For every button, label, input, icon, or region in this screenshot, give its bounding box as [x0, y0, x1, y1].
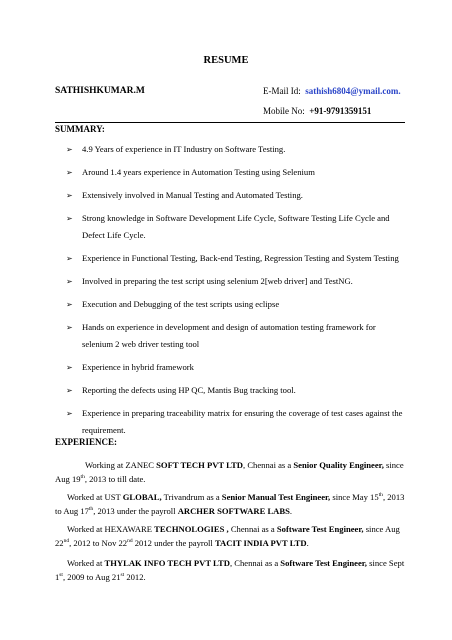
experience-heading: EXPERIENCE: [55, 437, 118, 447]
summary-list [55, 143, 405, 437]
summary-item [55, 321, 405, 351]
header-divider [55, 122, 405, 123]
experience-line: Worked at UST GLOBAL, Trivandrum as a Senior Manual Test Engineer, since May 15th, 2013 [67, 492, 405, 502]
summary-item [55, 298, 405, 311]
experience-entry [55, 556, 407, 584]
bullet-arrow-icon: ➢ [66, 409, 73, 418]
summary-item [55, 361, 405, 374]
experience-entry [55, 490, 407, 518]
experience-line: Working at ZANEC SOFT TECH PVT LTD, Chennai as a Senior Quality Engineer, since [85, 460, 404, 470]
bullet-arrow-icon: ➢ [66, 214, 73, 223]
bullet-arrow-icon: ➢ [66, 323, 73, 332]
experience-line: 1st, 2009 to Aug 21st 2012. [55, 572, 146, 582]
experience-line: Aug 19th, 2013 to till date. [55, 474, 146, 484]
experience-line: 22nd, 2012 to Nov 22nd 2012 under the payroll TACIT INDIA PVT LTD. [55, 538, 309, 548]
summary-item-text: Strong knowledge in Software Development Life Cycle, Software Testing Life Cycle and [82, 213, 390, 223]
summary-item-text: Experience in hybrid framework [82, 362, 194, 372]
summary-item-text: 4.9 Years of experience in IT Industry on Software Testing. [82, 144, 286, 154]
summary-heading: SUMMARY: [55, 124, 105, 134]
experience-line: to Aug 17th, 2013 under the payroll ARCHER SOFTWARE LABS. [55, 506, 293, 516]
experience-line: Worked at THYLAK INFO TECH PVT LTD, Chennai as a Software Test Engineer, since Sept [67, 558, 405, 568]
summary-item-text: Defect Life Cycle. [82, 230, 146, 240]
bullet-arrow-icon: ➢ [66, 168, 73, 177]
summary-item [55, 275, 405, 288]
email-line [263, 86, 401, 96]
summary-item-text: selenium 2 web driver testing tool [82, 339, 200, 349]
experience-line: Worked at HEXAWARE TECHNOLOGIES , Chennai as a Software Test Engineer, since Aug [67, 524, 400, 534]
summary-item [55, 189, 405, 202]
email-link[interactable]: sathish6804@ymail.com. [305, 86, 401, 96]
bullet-arrow-icon: ➢ [66, 277, 73, 286]
summary-item-text: Experience in preparing traceability matrix for ensuring the coverage of test cases against the [82, 408, 403, 418]
bullet-arrow-icon: ➢ [66, 363, 73, 372]
summary-item-text: Experience in Functional Testing, Back-end Testing, Regression Testing and System Testing [82, 253, 399, 263]
summary-item-text: Reporting the defects using HP QC, Mantis Bug tracking tool. [82, 385, 296, 395]
summary-item-text: Involved in preparing the test script using selenium 2[web driver] and TestNG. [82, 276, 353, 286]
bullet-arrow-icon: ➢ [66, 254, 73, 263]
summary-item-text: Hands on experience in development and design of automation testing framework for [82, 322, 376, 332]
bullet-arrow-icon: ➢ [66, 145, 73, 154]
page-title: RESUME [203, 55, 249, 66]
summary-item [55, 384, 405, 397]
summary-item [55, 212, 405, 242]
experience-entry [55, 522, 407, 550]
mobile-line [263, 106, 371, 116]
experience-entry [55, 458, 407, 486]
summary-item [55, 166, 405, 179]
summary-item-text: Execution and Debugging of the test scripts using eclipse [82, 299, 280, 309]
candidate-name: SATHISHKUMAR.M [55, 86, 145, 96]
mobile-number: +91-9791359151 [309, 106, 372, 116]
summary-item [55, 143, 405, 156]
bullet-arrow-icon: ➢ [66, 300, 73, 309]
summary-item-text: requirement. [82, 425, 126, 435]
summary-item [55, 407, 405, 437]
summary-item-text: Extensively involved in Manual Testing and Automated Testing. [82, 190, 303, 200]
bullet-arrow-icon: ➢ [66, 386, 73, 395]
summary-item [55, 252, 405, 265]
mobile-label: Mobile No: [263, 106, 305, 116]
summary-item-text: Around 1.4 years experience in Automation Testing using Selenium [82, 167, 315, 177]
bullet-arrow-icon: ➢ [66, 191, 73, 200]
email-label: E-Mail Id: [263, 86, 301, 96]
